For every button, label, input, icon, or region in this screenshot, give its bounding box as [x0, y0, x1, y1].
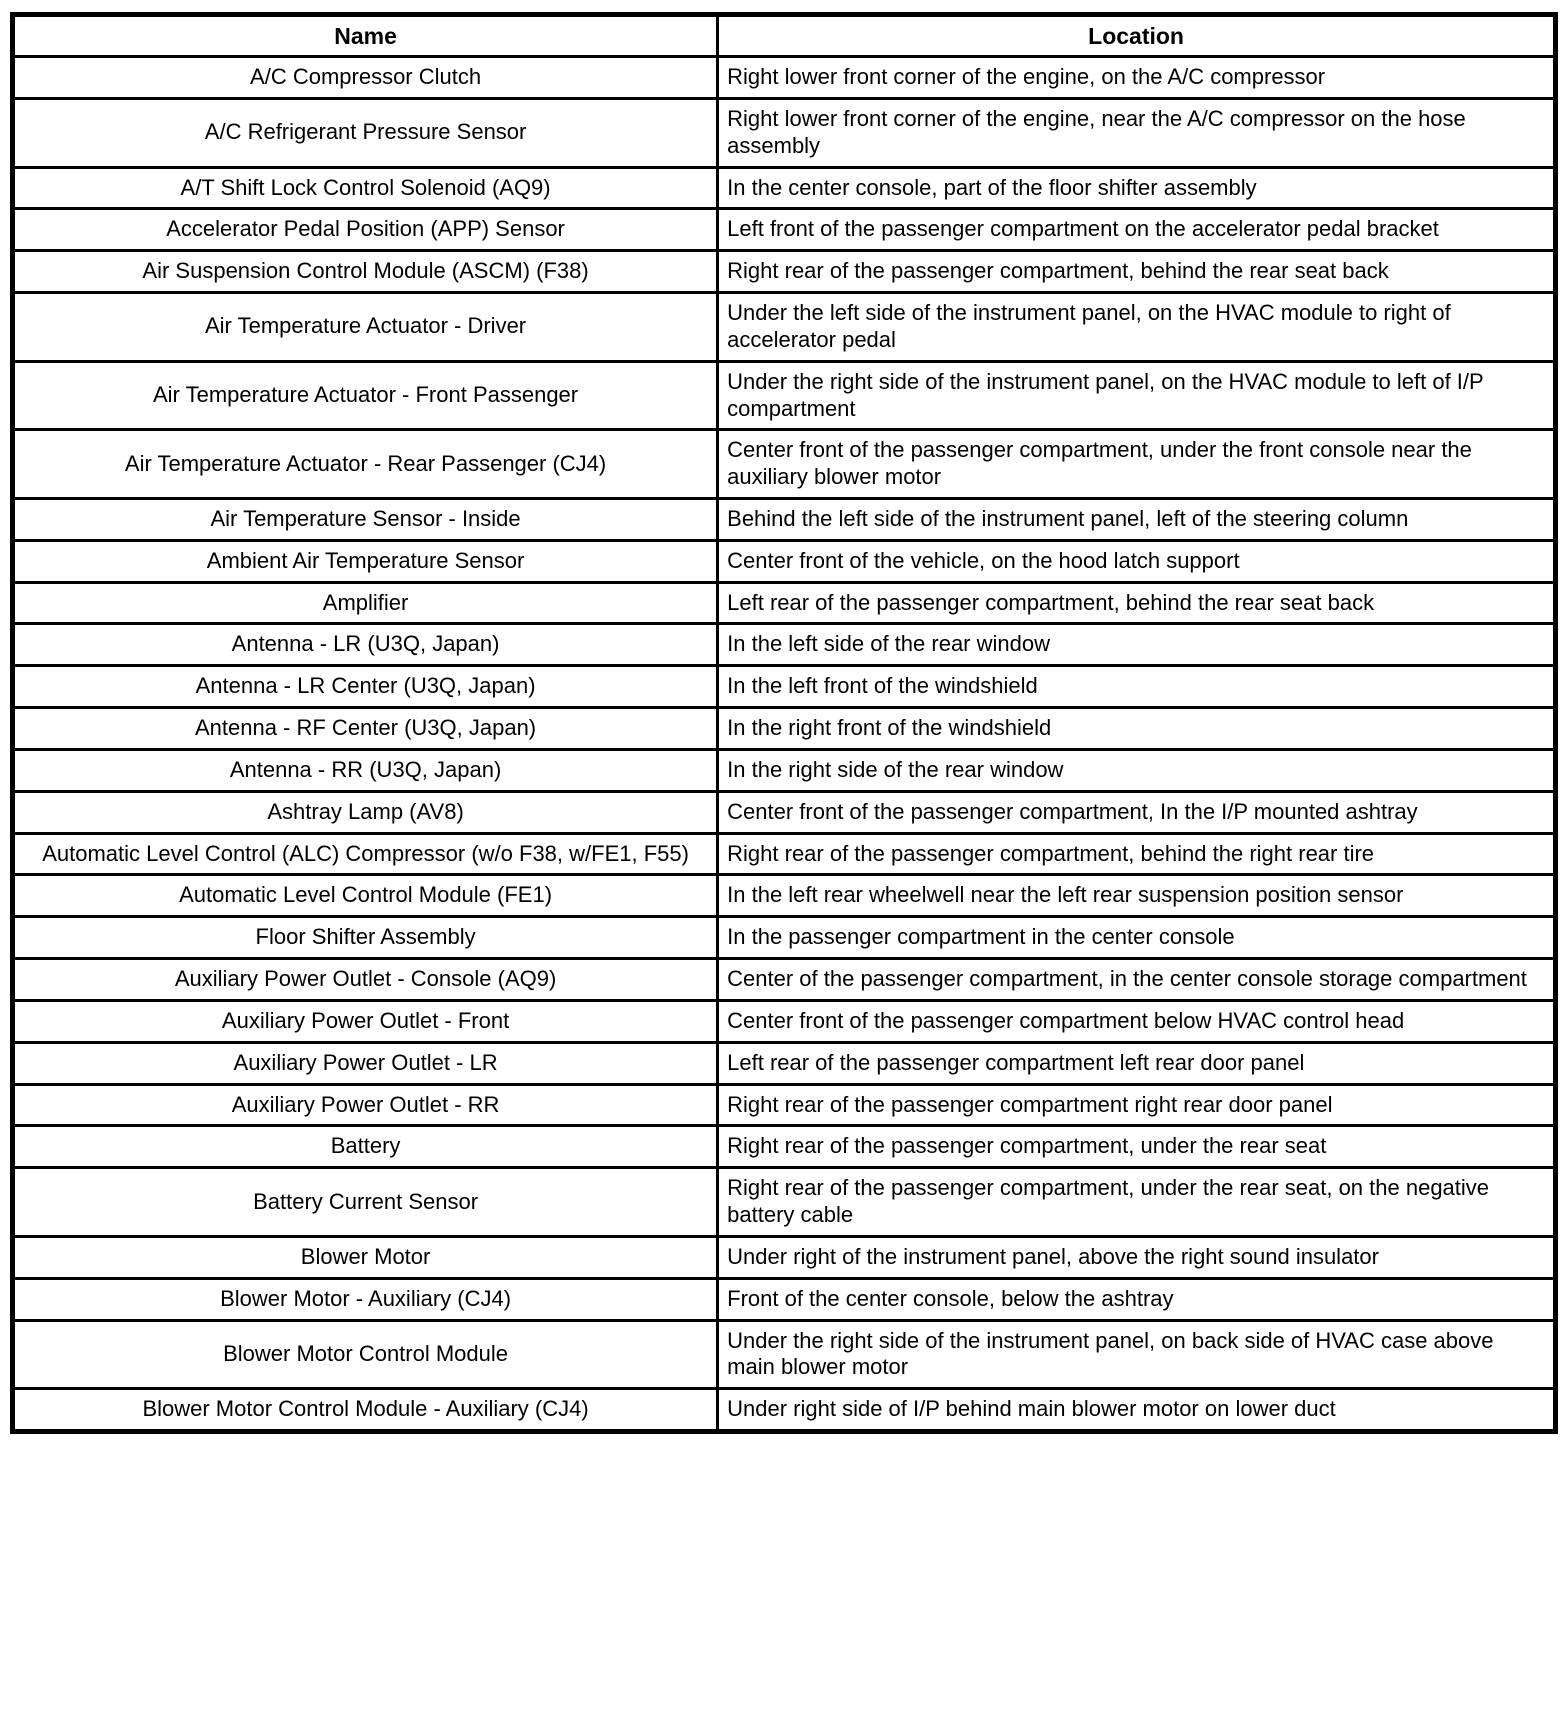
component-location-cell: In the right front of the windshield: [718, 708, 1556, 750]
component-name-cell: Ambient Air Temperature Sensor: [13, 540, 718, 582]
component-name-cell: Automatic Level Control (ALC) Compressor (w/o F38, w/FE1, F55): [13, 833, 718, 875]
table-row: [13, 293, 1556, 362]
component-location-cell: Front of the center console, below the ashtray: [718, 1278, 1556, 1320]
component-name-cell: Blower Motor - Auxiliary (CJ4): [13, 1278, 718, 1320]
component-location-cell: Center front of the passenger compartment below HVAC control head: [718, 1000, 1556, 1042]
component-location-cell: Center front of the passenger compartment, under the front console near the auxiliary blower motor: [718, 430, 1556, 499]
table-row: [13, 361, 1556, 430]
table-row: [13, 624, 1556, 666]
component-location-cell: Center front of the vehicle, on the hood latch support: [718, 540, 1556, 582]
component-name-cell: Antenna - LR (U3Q, Japan): [13, 624, 718, 666]
table-row: [13, 917, 1556, 959]
component-name-cell: Floor Shifter Assembly: [13, 917, 718, 959]
component-location-table: [10, 12, 1558, 1434]
table-row: [13, 540, 1556, 582]
component-location-cell: Left rear of the passenger compartment left rear door panel: [718, 1042, 1556, 1084]
component-name-cell: Air Suspension Control Module (ASCM) (F38): [13, 251, 718, 293]
component-name-cell: Blower Motor Control Module: [13, 1320, 718, 1389]
component-location-cell: Right rear of the passenger compartment, behind the right rear tire: [718, 833, 1556, 875]
component-location-cell: Under right side of I/P behind main blower motor on lower duct: [718, 1389, 1556, 1432]
table-row: [13, 1168, 1556, 1237]
component-location-cell: In the right side of the rear window: [718, 749, 1556, 791]
table-row: [13, 749, 1556, 791]
table-row: [13, 167, 1556, 209]
component-name-cell: Air Temperature Actuator - Driver: [13, 293, 718, 362]
component-location-cell: Under the right side of the instrument panel, on back side of HVAC case above main blower motor: [718, 1320, 1556, 1389]
component-name-cell: Automatic Level Control Module (FE1): [13, 875, 718, 917]
component-name-cell: Air Temperature Sensor - Inside: [13, 498, 718, 540]
table-row: [13, 1236, 1556, 1278]
table-row: [13, 1126, 1556, 1168]
table-row: [13, 251, 1556, 293]
column-header-name: Name: [13, 15, 718, 57]
component-name-cell: Air Temperature Actuator - Rear Passenger (CJ4): [13, 430, 718, 499]
table-row: [13, 430, 1556, 499]
table-row: [13, 791, 1556, 833]
component-name-cell: A/T Shift Lock Control Solenoid (AQ9): [13, 167, 718, 209]
table-row: [13, 1042, 1556, 1084]
component-name-cell: Ashtray Lamp (AV8): [13, 791, 718, 833]
table-row: [13, 708, 1556, 750]
component-name-cell: Blower Motor Control Module - Auxiliary (CJ4): [13, 1389, 718, 1432]
table-body: [13, 57, 1556, 1432]
component-name-cell: Amplifier: [13, 582, 718, 624]
component-name-cell: A/C Compressor Clutch: [13, 57, 718, 99]
component-name-cell: Blower Motor: [13, 1236, 718, 1278]
table-row: [13, 959, 1556, 1001]
table-row: [13, 582, 1556, 624]
component-name-cell: Antenna - LR Center (U3Q, Japan): [13, 666, 718, 708]
component-location-cell: Right lower front corner of the engine, on the A/C compressor: [718, 57, 1556, 99]
component-name-cell: Accelerator Pedal Position (APP) Sensor: [13, 209, 718, 251]
table-row: [13, 98, 1556, 167]
component-location-cell: Under the right side of the instrument panel, on the HVAC module to left of I/P compartment: [718, 361, 1556, 430]
table-row: [13, 1084, 1556, 1126]
component-name-cell: Auxiliary Power Outlet - Console (AQ9): [13, 959, 718, 1001]
component-location-cell: In the left rear wheelwell near the left rear suspension position sensor: [718, 875, 1556, 917]
component-location-cell: Left rear of the passenger compartment, behind the rear seat back: [718, 582, 1556, 624]
table-row: [13, 875, 1556, 917]
component-location-cell: Under the left side of the instrument panel, on the HVAC module to right of accelerator pedal: [718, 293, 1556, 362]
component-name-cell: Air Temperature Actuator - Front Passenger: [13, 361, 718, 430]
component-name-cell: Battery Current Sensor: [13, 1168, 718, 1237]
table-row: [13, 498, 1556, 540]
component-location-cell: Under right of the instrument panel, above the right sound insulator: [718, 1236, 1556, 1278]
column-header-location: Location: [718, 15, 1556, 57]
component-name-cell: A/C Refrigerant Pressure Sensor: [13, 98, 718, 167]
component-location-cell: Right rear of the passenger compartment, behind the rear seat back: [718, 251, 1556, 293]
table-row: [13, 57, 1556, 99]
component-name-cell: Auxiliary Power Outlet - RR: [13, 1084, 718, 1126]
component-name-cell: Auxiliary Power Outlet - LR: [13, 1042, 718, 1084]
component-location-cell: In the center console, part of the floor shifter assembly: [718, 167, 1556, 209]
table-row: [13, 1000, 1556, 1042]
component-name-cell: Battery: [13, 1126, 718, 1168]
component-location-cell: In the left front of the windshield: [718, 666, 1556, 708]
component-name-cell: Antenna - RF Center (U3Q, Japan): [13, 708, 718, 750]
table-row: [13, 1320, 1556, 1389]
table-header-row: [13, 15, 1556, 57]
table-row: [13, 209, 1556, 251]
table-row: [13, 1389, 1556, 1432]
component-location-cell: Center of the passenger compartment, in the center console storage compartment: [718, 959, 1556, 1001]
table-row: [13, 666, 1556, 708]
component-location-cell: In the left side of the rear window: [718, 624, 1556, 666]
component-location-cell: In the passenger compartment in the center console: [718, 917, 1556, 959]
component-location-cell: Right rear of the passenger compartment, under the rear seat, on the negative battery cable: [718, 1168, 1556, 1237]
component-location-cell: Left front of the passenger compartment on the accelerator pedal bracket: [718, 209, 1556, 251]
component-location-cell: Behind the left side of the instrument panel, left of the steering column: [718, 498, 1556, 540]
component-name-cell: Antenna - RR (U3Q, Japan): [13, 749, 718, 791]
component-location-cell: Right rear of the passenger compartment right rear door panel: [718, 1084, 1556, 1126]
component-name-cell: Auxiliary Power Outlet - Front: [13, 1000, 718, 1042]
component-location-cell: Center front of the passenger compartment, In the I/P mounted ashtray: [718, 791, 1556, 833]
table-row: [13, 1278, 1556, 1320]
table-row: [13, 833, 1556, 875]
component-location-cell: Right rear of the passenger compartment, under the rear seat: [718, 1126, 1556, 1168]
component-location-cell: Right lower front corner of the engine, near the A/C compressor on the hose assembly: [718, 98, 1556, 167]
